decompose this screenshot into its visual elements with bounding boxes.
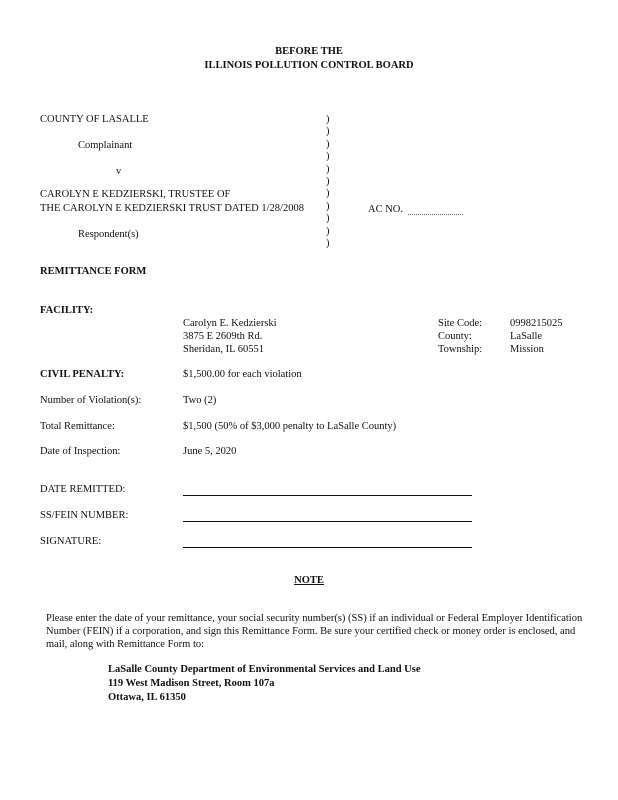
ac-no-label: AC NO. [368, 204, 404, 215]
civil-penalty-label: CIVIL PENALTY: [40, 369, 125, 380]
signature-label: SIGNATURE: [40, 536, 102, 547]
note-body: Please enter the date of your remittance, your social security number(s) (SS) if an individual or Federal Employer Identification Number (FEIN) if a corporation, and sign this Remittance Form. Be sure your certified check or money order is enclosed, and mail, along with Remittance Form to: [46, 613, 583, 650]
total-label: Total Remittance: [40, 421, 115, 432]
respondent-line-2: THE CAROLYN E KEDZIERSKI TRUST DATED 1/28/2008 [40, 203, 304, 214]
ssfein-label: SS/FEIN NUMBER: [40, 510, 129, 521]
respondent-line-1: CAROLYN E KEDZIERSKI, TRUSTEE OF [40, 189, 231, 200]
paren: ) [326, 175, 330, 187]
date-remitted-line[interactable] [183, 495, 472, 496]
county-label: County: [438, 331, 472, 342]
paren: ) [326, 163, 330, 175]
versus-label: v [116, 166, 122, 177]
township-label: Township: [438, 344, 483, 355]
paren: ) [326, 225, 330, 237]
facility-label: FACILITY: [40, 305, 94, 316]
caption-parentheses [326, 114, 330, 250]
note-title: NOTE [294, 575, 324, 586]
facility-city: Sheridan, IL 60551 [183, 344, 264, 355]
facility-name: Carolyn E. Kedzierski [183, 318, 277, 329]
inspection-label: Date of Inspection: [40, 446, 121, 457]
civil-penalty-value: $1,500.00 for each violation [183, 369, 302, 380]
header-line-1: BEFORE THE [275, 46, 343, 57]
complainant-name: COUNTY OF LASALLE [40, 114, 149, 125]
header-line-2: ILLINOIS POLLUTION CONTROL BOARD [204, 60, 414, 71]
address-line-3: Ottawa, IL 61350 [108, 692, 186, 703]
paren: ) [326, 237, 330, 249]
paren: ) [326, 200, 330, 212]
date-remitted-label: DATE REMITTED: [40, 484, 126, 495]
inspection-value: June 5, 2020 [183, 446, 237, 457]
facility-street: 3875 E 2609th Rd. [183, 331, 263, 342]
paren: ) [326, 114, 330, 125]
total-value: $1,500 (50% of $3,000 penalty to LaSalle County) [183, 421, 397, 432]
form-title: REMITTANCE FORM [40, 266, 147, 277]
paren: ) [326, 188, 330, 200]
complainant-role: Complainant [78, 140, 133, 151]
site-code-value: 0998215025 [510, 318, 563, 329]
ac-no-value [408, 204, 463, 215]
paren: ) [326, 151, 330, 163]
violations-value: Two (2) [183, 395, 217, 406]
paren: ) [326, 138, 330, 150]
paren: ) [326, 213, 330, 225]
respondent-role: Respondent(s) [78, 229, 139, 240]
paren: ) [326, 126, 330, 138]
address-line-2: 119 West Madison Street, Room 107a [108, 678, 275, 689]
address-line-1: LaSalle County Department of Environmental Services and Land Use [108, 664, 421, 675]
violations-label: Number of Violation(s): [40, 395, 142, 406]
site-code-label: Site Code: [438, 318, 483, 329]
signature-line[interactable] [183, 547, 472, 548]
township-value: Mission [510, 344, 544, 355]
county-value: LaSalle [510, 331, 543, 342]
ssfein-line[interactable] [183, 521, 472, 522]
